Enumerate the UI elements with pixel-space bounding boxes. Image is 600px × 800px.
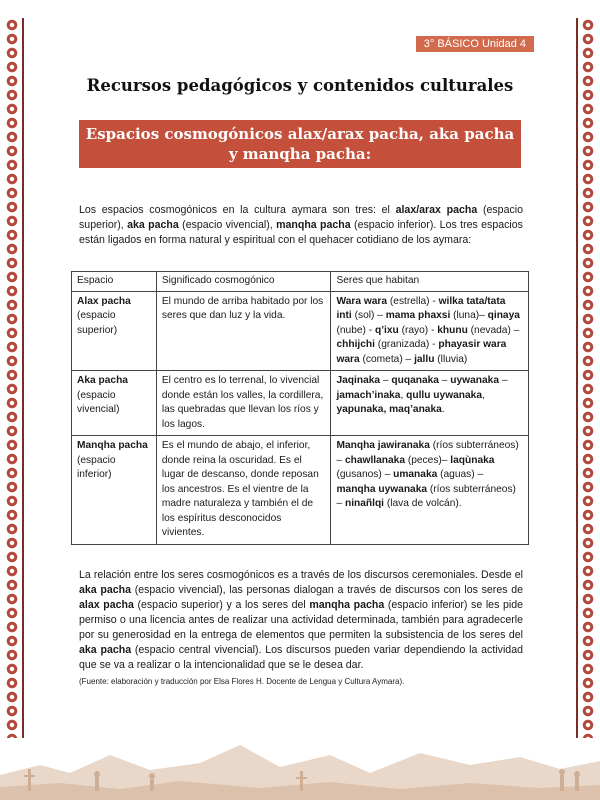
being-note: .: [441, 404, 445, 415]
being-note: (lava de volcán).: [384, 498, 462, 509]
table-header-row: [72, 272, 529, 292]
space-cell: Aka pacha (espacio vivencial): [72, 371, 157, 436]
table-header: Seres que habitan: [331, 272, 529, 292]
being-name: khunu: [437, 324, 468, 336]
being-note: (nube) -: [336, 324, 375, 336]
being-note: (granizada) -: [374, 339, 439, 350]
table-header: Significado cosmogónico: [156, 272, 331, 292]
cosmogonic-spaces-table: [71, 271, 529, 545]
andean-landscape-illustration: [0, 725, 600, 800]
being-name: chawllanaka: [344, 454, 405, 466]
beings-cell: [331, 291, 529, 371]
decorative-border-right: [580, 18, 596, 738]
being-name: quqanaka: [391, 375, 439, 386]
section-title: Espacios cosmogónicos alax/arax pacha, aka pacha y manqha pacha:: [79, 120, 521, 168]
intro-paragraph: Los espacios cosmogónicos en la cultura aymara son tres: el alax/arax pacha (espacio superior), aka pacha (espacio vivencial), manqha pacha (espacio inferior). Los tres espacios están ligados en forma natural y espiritual con el quehacer cotidiano de los aymara:: [79, 204, 523, 246]
being-name: manqha uywanaka: [336, 483, 428, 495]
being-name: chhijchi: [336, 339, 375, 350]
being-note: ,: [482, 389, 485, 401]
being-name: Wara wara: [336, 295, 388, 307]
unit-badge: 3° BÁSICO Unidad 4: [416, 36, 534, 52]
being-note: ,: [400, 389, 407, 401]
being-note: (rayo) -: [398, 324, 438, 336]
being-name: phayasir wara wara: [336, 339, 507, 365]
being-note: (ríos subterráneos) –: [336, 483, 516, 509]
being-name: qullu uywanaka: [406, 389, 482, 401]
being-name: qinaya: [487, 310, 520, 321]
being-name: wilka tata/tata inti: [336, 295, 506, 321]
being-note: (aguas) –: [437, 469, 484, 480]
border-line-right: [576, 18, 578, 738]
being-name: Manqha jawiranaka: [336, 440, 430, 451]
table-row: [72, 291, 529, 371]
being-name: uywanaka: [450, 375, 499, 386]
being-name: laqùnaka: [450, 454, 495, 466]
border-line-left: [22, 18, 24, 738]
being-note: (cometa) –: [359, 353, 415, 365]
being-name: ninañlqi: [344, 498, 385, 509]
being-note: (estrella) -: [387, 295, 439, 307]
being-note: (gusanos) –: [336, 469, 394, 480]
being-note: (ríos subterráneos) –: [336, 440, 519, 466]
space-cell: Alax pacha (espacio superior): [72, 291, 157, 371]
being-note: –: [438, 375, 451, 386]
being-name: jallu: [414, 353, 435, 365]
being-note: (nevada) –: [467, 324, 520, 336]
being-note: (sol) –: [351, 310, 386, 321]
being-name: Jaqinaka: [336, 375, 381, 386]
beings-cell: [331, 371, 529, 436]
being-note: –: [499, 375, 508, 386]
being-note: (lluvia): [434, 353, 468, 365]
being-name: umanaka: [393, 469, 438, 480]
meaning-cell: El mundo de arriba habitado por los seres que dan luz y la vida.: [156, 291, 331, 371]
being-note: (peces)–: [405, 454, 451, 466]
source-note: (Fuente: elaboración y traducción por Elsa Flores H. Docente de Lengua y Cultura Aymara).: [79, 677, 405, 686]
being-name: q’ixu: [374, 324, 399, 336]
decorative-border-left: [4, 18, 20, 738]
beings-cell: [331, 436, 529, 545]
being-note: –: [380, 375, 392, 386]
being-note: (luna)–: [450, 310, 488, 321]
table-header: Espacio: [72, 272, 157, 292]
being-name: yapunaka, maq’anaka: [336, 404, 442, 415]
meaning-cell: Es el mundo de abajo, el inferior, donde reina la oscuridad. Es el lugar de descanso, donde reposan los ancestros. Es el vientre de la madre naturaleza y también el de los espíritus desconocidos vivientes.: [156, 436, 331, 545]
being-name: mama phaxsi: [385, 310, 451, 321]
table-row: [72, 371, 529, 436]
being-name: jamach’inaka: [336, 389, 401, 401]
table-row: [72, 436, 529, 545]
relation-paragraph: La relación entre los seres cosmogónicos es a través de los discursos ceremoniales. Desde el aka pacha (espacio vivencial), las personas dialogan a través de discursos con los seres de alax pacha (espacio superior) y a los seres del manqha pacha (espacio inferior) se les pide permiso o una licencia antes de realizar una actividad determinada, también para agradecerle por su generosidad en la entrega de elementos que permiten la subsistencia de los seres del aka pacha (espacio central vivencial). Los discursos pueden variar dependiendo la actividad que se va a realizar o la intencionalidad que se le desea dar.: [79, 569, 524, 671]
meaning-cell: El centro es lo terrenal, lo vivencial donde están los valles, la cordillera, las quebradas que llevan los ríos y los lagos.: [156, 371, 331, 436]
space-cell: Manqha pacha (espacio inferior): [72, 436, 157, 545]
page-title: Recursos pedagógicos y contenidos culturales: [86, 76, 514, 95]
